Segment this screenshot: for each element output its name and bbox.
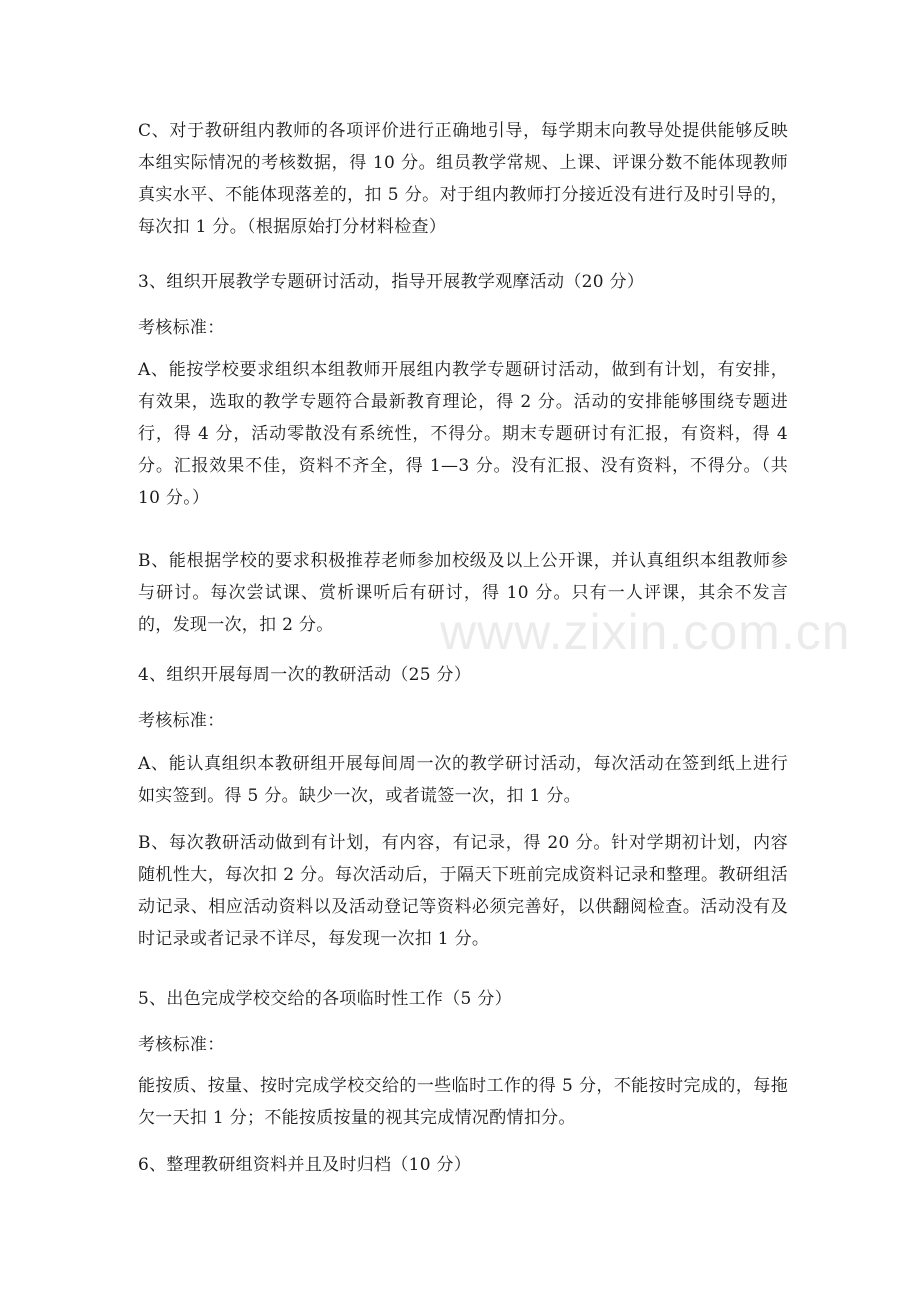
watermark-text: www.zixin.com.cn bbox=[440, 604, 851, 660]
paragraph-4b: B、每次教研活动做到有计划，有内容，有记录，得 20 分。针对学期初计划，内容随机性大，每次扣 2 分。每次活动后，于隔天下班前完成资料记录和整理。教研组活动记录、相应活动资料以及活动登记等资料必须完善好，以供翻阅检查。活动没有及时记录或者记录不详尽，每发现一次扣 1 分。 bbox=[138, 833, 788, 949]
section-4-heading: 4、组织开展每周一次的教研活动（25 分） bbox=[138, 665, 472, 685]
section-6-heading: 6、整理教研组资料并且及时归档（10 分） bbox=[138, 1155, 472, 1175]
criteria-label-3: 考核标准： bbox=[138, 318, 225, 338]
paragraph-5: 能按质、按量、按时完成学校交给的一些临时工作的得 5 分，不能按时完成的，每拖欠一天扣 1 分；不能按质按量的视其完成情况酌情扣分。 bbox=[138, 1076, 788, 1128]
paragraph-3b: B、能根据学校的要求积极推荐老师参加校级及以上公开课，并认真组织本组教师参与研讨。每次尝试课、赏析课听后有研讨，得 10 分。只有一人评课，其余不发言的，发现一次，扣 2 分。 bbox=[138, 551, 788, 635]
criteria-label-5: 考核标准： bbox=[138, 1035, 225, 1055]
criteria-label-4: 考核标准： bbox=[138, 711, 225, 731]
paragraph-c-evaluation: C、对于教研组内教师的各项评价进行正确地引导，每学期末向教导处提供能够反映本组实际情况的考核数据，得 10 分。组员教学常规、上课、评课分数不能体现教师真实水平、不能体现落差的，扣 5 分。对于组内教师打分接近没有进行及时引导的，每次扣 1 分。（根据原始打分材料检查） bbox=[138, 121, 788, 237]
section-5-heading: 5、出色完成学校交给的各项临时性工作（5 分） bbox=[138, 989, 512, 1009]
section-3-heading: 3、组织开展教学专题研讨活动，指导开展教学观摩活动（20 分） bbox=[138, 272, 645, 292]
paragraph-4a: A、能认真组织本教研组开展每间周一次的教学研讨活动，每次活动在签到纸上进行如实签到。得 5 分。缺少一次，或者谎签一次，扣 1 分。 bbox=[138, 754, 788, 806]
paragraph-3a: A、能按学校要求组织本组教师开展组内教学专题研讨活动，做到有计划，有安排，有效果，选取的教学专题符合最新教育理论，得 2 分。活动的安排能够围绕专题进行，得 4 分，活动零散没有系统性，不得分。期末专题研讨有汇报，有资料，得 4 分。汇报效果不佳，资料不齐全，得 1—3 分。没有汇报、没有资料，不得分。（共 10 分。） bbox=[138, 360, 788, 508]
